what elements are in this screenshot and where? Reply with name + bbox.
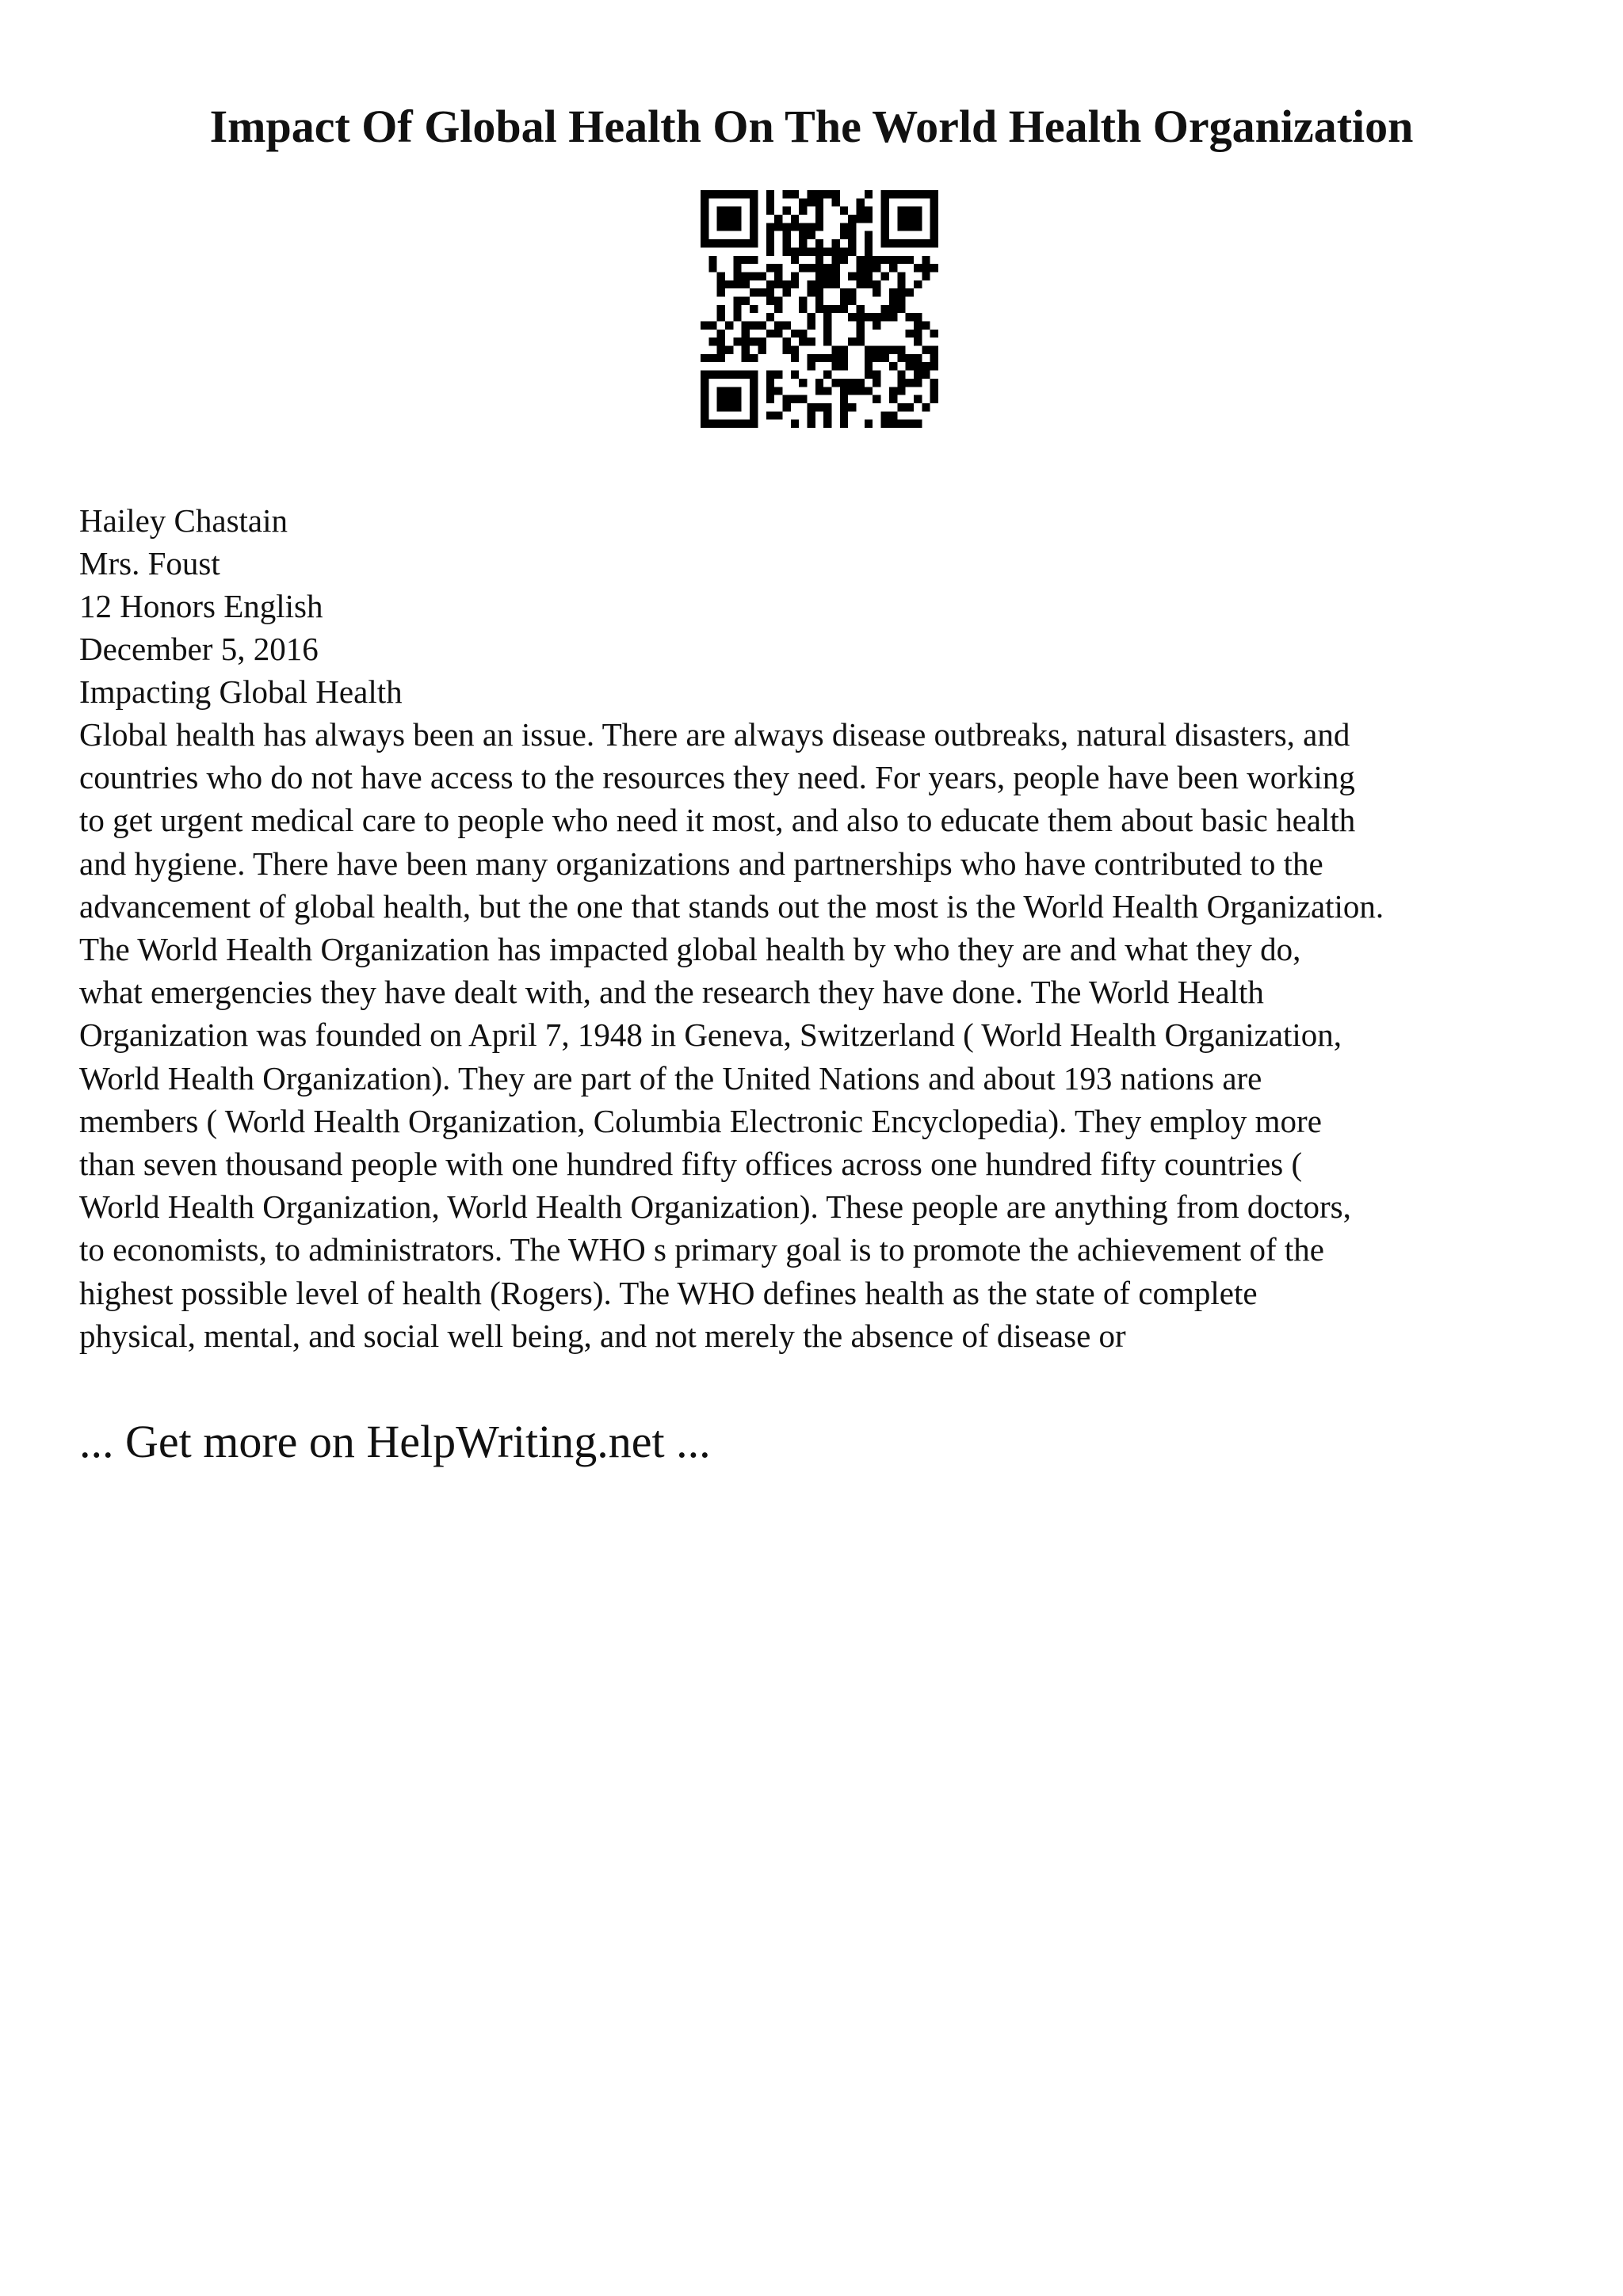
essay-line: countries who do not have access to the resources they need. For years, people have been working	[79, 759, 1355, 796]
essay-line: to economists, to administrators. The WHO s primary goal is to promote the achievement of the	[79, 1231, 1324, 1268]
essay-line: physical, mental, and social well being, and not merely the absence of disease or	[79, 1317, 1126, 1354]
essay-line: Global health has always been an issue. There are always disease outbreaks, natural disasters, and	[79, 716, 1350, 753]
essay-line: World Health Organization). They are part of the United Nations and about 193 nations are	[79, 1059, 1262, 1097]
document-title: Impact Of Global Health On The World Health Organization	[209, 101, 1414, 152]
get-more-link[interactable]: ... Get more on HelpWriting.net ...	[79, 1416, 711, 1467]
essay-line: Organization was founded on April 7, 1948 in Geneva, Switzerland ( World Health Organization,	[79, 1016, 1342, 1054]
author-name: Hailey Chastain	[79, 502, 288, 539]
essay-line: what emergencies they have dealt with, and the research they have done. The World Health	[79, 974, 1264, 1011]
essay-line: and hygiene. There have been many organizations and partnerships who have contributed to the	[79, 845, 1323, 882]
teacher-name: Mrs. Foust	[79, 545, 220, 582]
essay-date: December 5, 2016	[79, 631, 319, 667]
essay-line: highest possible level of health (Rogers). The WHO defines health as the state of complete	[79, 1274, 1258, 1311]
essay-body	[79, 713, 1553, 1357]
essay-line: members ( World Health Organization, Columbia Electronic Encyclopedia). They employ more	[79, 1102, 1322, 1139]
essay-line: to get urgent medical care to people who need it most, and also to educate them about basic health	[79, 802, 1356, 839]
essay-line: World Health Organization, World Health Organization). These people are anything from doctors,	[79, 1188, 1351, 1226]
essay-line: than seven thousand people with one hundred fifty offices across one hundred fifty countries (	[79, 1146, 1303, 1183]
essay-header	[79, 499, 1553, 713]
course-name: 12 Honors English	[79, 588, 323, 624]
essay-title: Impacting Global Health	[79, 673, 403, 710]
qr-code-icon	[701, 190, 938, 428]
essay-line: advancement of global health, but the one that stands out the most is the World Health Organization.	[79, 887, 1384, 925]
essay-line: The World Health Organization has impacted global health by who they are and what they do,	[79, 931, 1301, 968]
